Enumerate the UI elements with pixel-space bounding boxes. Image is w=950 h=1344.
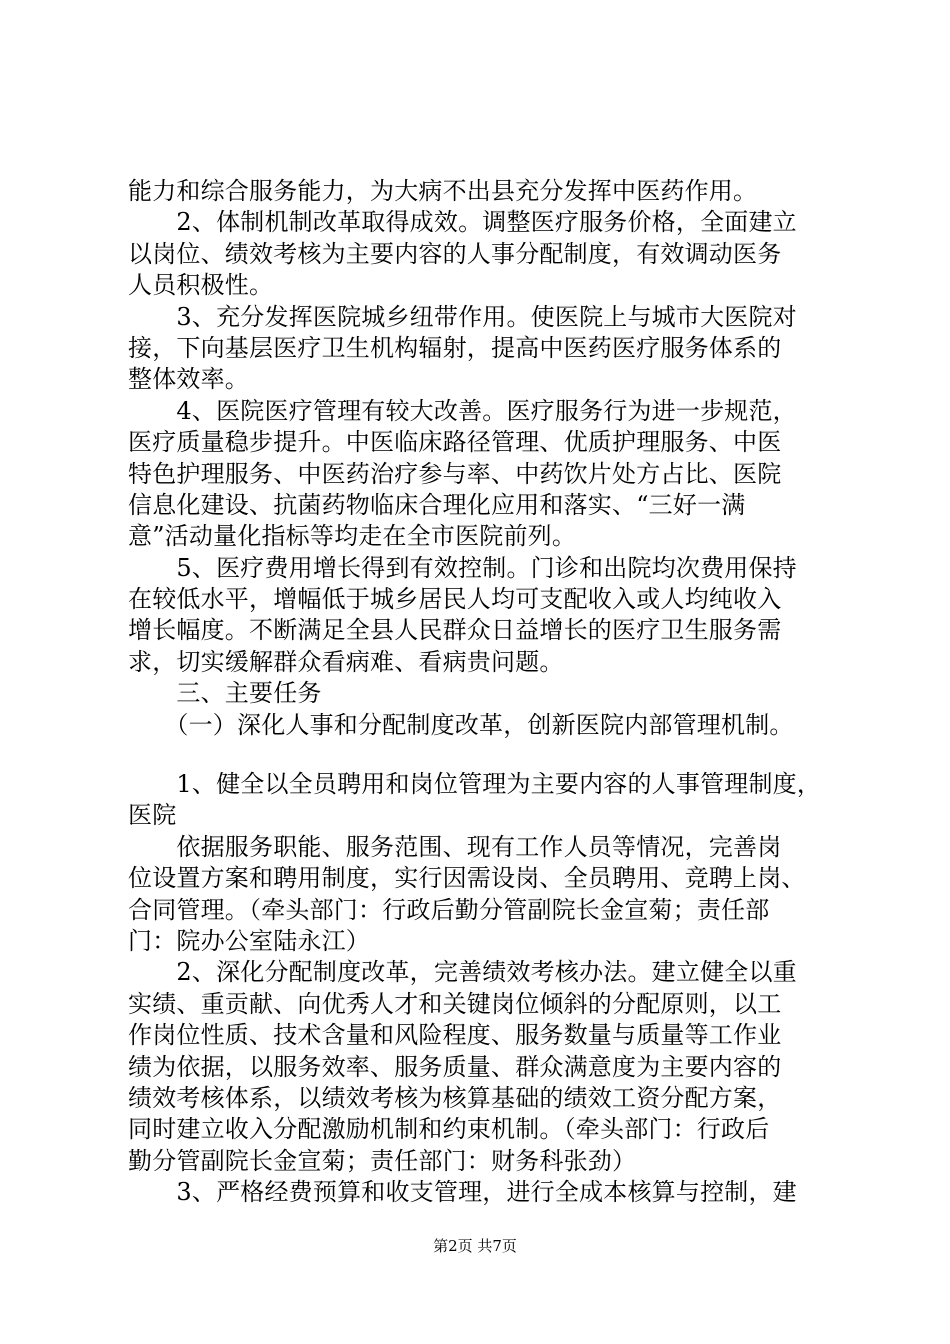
text-line: 特色护理服务、中医药治疗参与率、中药饮片处方占比、医院 xyxy=(128,459,782,488)
text-line: 绩效考核体系，以绩效考核为核算基础的绩效工资分配方案， xyxy=(128,1083,782,1112)
text-line: 3、充分发挥医院城乡纽带作用。使医院上与城市大医院对 xyxy=(128,302,797,331)
text-line: 实绩、重贡献、向优秀人才和关键岗位倾斜的分配原则，以工 xyxy=(128,989,782,1018)
text-line: 2、体制机制改革取得成效。调整医疗服务价格，全面建立 xyxy=(128,208,797,237)
text-line: 三、主要任务 xyxy=(128,679,322,708)
text-line: 意”活动量化指标等均走在全市医院前列。 xyxy=(128,522,577,551)
page-footer: 第2页 共7页 xyxy=(433,1237,517,1255)
text-line: 整体效率。 xyxy=(128,365,249,394)
text-line: 求，切实缓解群众看病难、看病贵问题。 xyxy=(128,647,564,676)
text-line: 同时建立收入分配激励机制和约束机制。（牵头部门：行政后 xyxy=(128,1115,770,1144)
text-line: 4、医院医疗管理有较大改善。医疗服务行为进一步规范， xyxy=(128,396,797,425)
text-line: 门：院办公室陆永江） xyxy=(128,926,370,955)
text-line: 医院 xyxy=(128,801,177,830)
text-line: 5、医疗费用增长得到有效控制。门诊和出院均次费用保持 xyxy=(128,553,797,582)
document-body xyxy=(128,176,848,1209)
text-line: 位设置方案和聘用制度，实行因需设岗、全员聘用、竞聘上岗、 xyxy=(128,864,806,893)
text-line: 人员积极性。 xyxy=(128,271,274,300)
text-line: 以岗位、绩效考核为主要内容的人事分配制度，有效调动医务 xyxy=(128,239,782,268)
text-line: 2、深化分配制度改革，完善绩效考核办法。建立健全以重 xyxy=(128,958,797,987)
text-line: （一）深化人事和分配制度改革，创新医院内部管理机制。 xyxy=(128,710,794,739)
text-line: 1、健全以全员聘用和岗位管理为主要内容的人事管理制度， xyxy=(128,770,822,799)
text-line: 医疗质量稳步提升。中医临床路径管理、优质护理服务、中医 xyxy=(128,428,782,457)
text-line: 勤分管副院长金宣菊；责任部门：财务科张劲） xyxy=(128,1146,637,1175)
text-line: 作岗位性质、技术含量和风险程度、服务数量与质量等工作业 xyxy=(128,1021,782,1050)
text-line: 增长幅度。不断满足全县人民群众日益增长的医疗卫生服务需 xyxy=(128,616,782,645)
text-line: 能力和综合服务能力，为大病不出县充分发挥中医药作用。 xyxy=(128,177,758,205)
text-line xyxy=(128,741,848,769)
text-line: 3、严格经费预算和收支管理，进行全成本核算与控制，建 xyxy=(128,1178,797,1207)
text-line: 绩为依据，以服务效率、服务质量、群众满意度为主要内容的 xyxy=(128,1052,782,1081)
text-line: 接，下向基层医疗卫生机构辐射，提高中医药医疗服务体系的 xyxy=(128,333,782,362)
text-line: 在较低水平，增幅低于城乡居民人均可支配收入或人均纯收入 xyxy=(128,585,782,614)
text-line: 信息化建设、抗菌药物临床合理化应用和落实、“三好一满 xyxy=(128,490,746,519)
text-line: 依据服务职能、服务范围、现有工作人员等情况，完善岗 xyxy=(128,832,782,861)
text-line: 合同管理。（牵头部门：行政后勤分管副院长金宣菊；责任部 xyxy=(128,895,770,924)
